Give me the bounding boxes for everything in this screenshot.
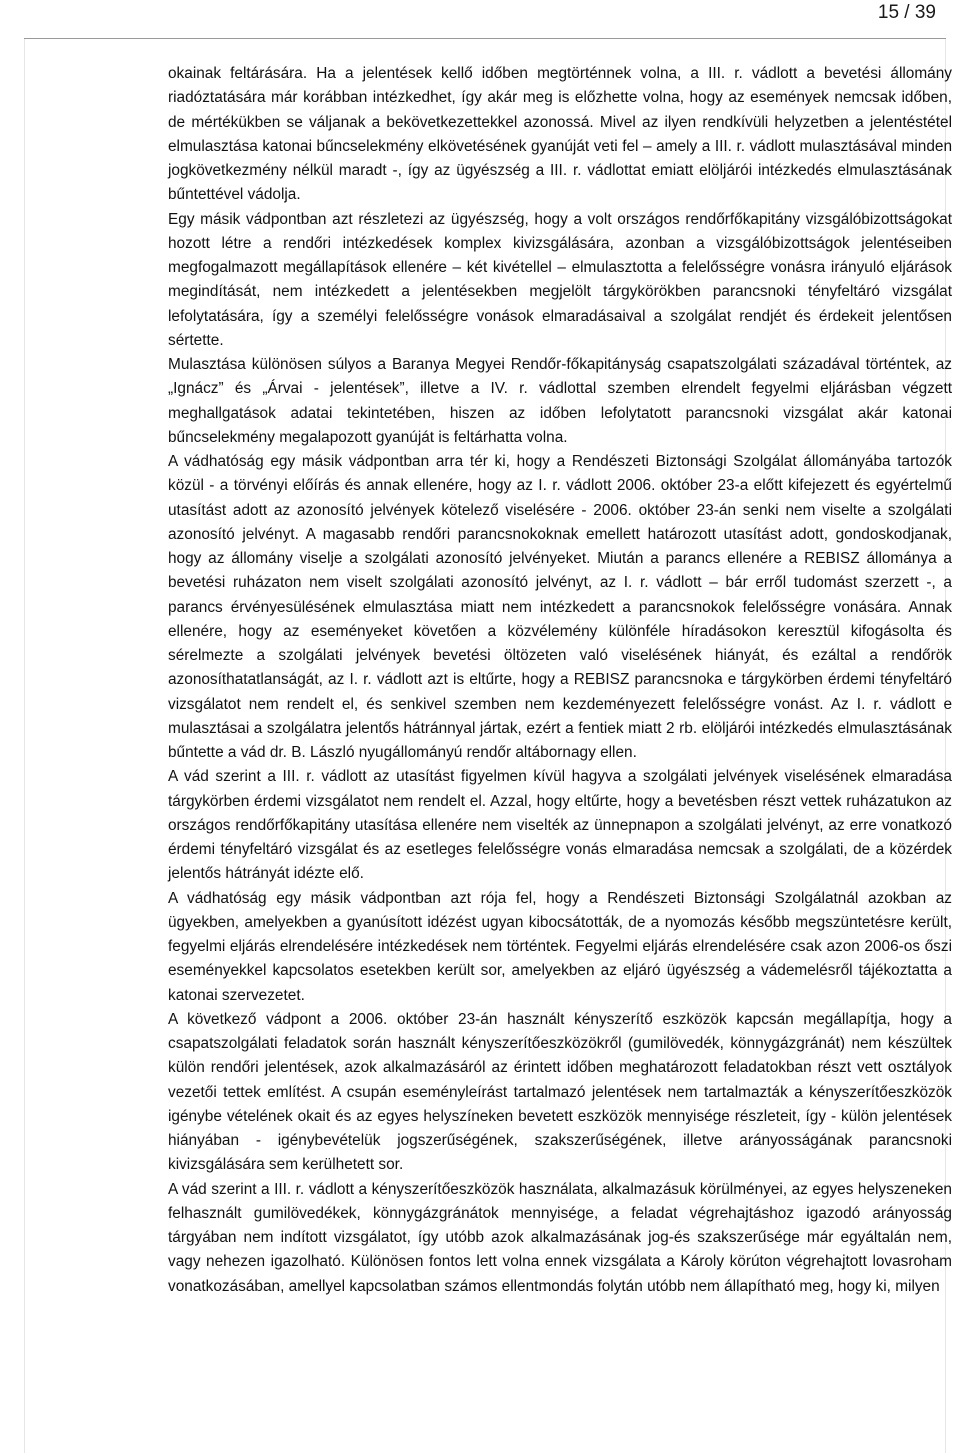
paragraph-2: Egy másik vádpontban azt részletezi az ügyészség, hogy a volt országos rendőrfőkapitány vizsgálóbizottságokat hozott létre a rendőri intézkedések komplex kivizsgálására, azonban a vizsgálóbizottságok jelentéseiben megfogalmazott megállapítások ellenére – két kivétellel – elmulasztotta a felelősségre vonásra irányuló eljárások megindítását, nem intézkedett a jelentésekben megjelölt tárgykörökben parancsnoki tényfeltáró vizsgálat lefolytatására, így a személyi felelősségre vonások elmaradásaival a szolgálat rendjét és érdekeit jelentősen sértette. [168,210,952,349]
paragraph-6: A vádhatóság egy másik vádpontban azt rója fel, hogy a Rendészeti Biztonsági Szolgálatnál azokban az ügyekben, amelyekben a gyanúsított idézést ugyan kibocsátották, de a nyomozás később megszüntetésre került, fegyelmi eljárás elrendelésére intézkedések nem történtek. Fegyelmi eljárás elrendelésére csak azon 2006-os őszi eseményekkel kapcsolatos esetekben került sor, amelyekben az eljáró ügyészség a vádemelésről tájékoztatta a katonai szervezetet. [168,889,952,1004]
paragraph-5: A vád szerint a III. r. vádlott az utasítást figyelmen kívül hagyva a szolgálati jelvények viselésének elmaradása tárgykörben érdemi vizsgálatot nem rendelt el. Azzal, hogy eltűrte, hogy a bevetésben részt vettek ruházatukon az országos rendőrfőkapitány utasítása ellenére nem viselték az ünnepnapon a szolgálati jelvényt, az erre vonatkozó érdemi tényfeltáró vizsgálat és az esetleges felelősségre vonás elmaradása nemcsak a szolgálati, de a közérdek jelentős hátrányát idézte elő. [168,768,952,883]
document-body [168,62,952,1299]
paragraph-4: A vádhatóság egy másik vádpontban arra tér ki, hogy a Rendészeti Biztonsági Szolgálat állományába tartozók közül - a törvényi előírás és annak ellenére, hogy az I. r. vádlott 2006. október 23-a előtt kifejezett és egyértelmű utasítást adott az azonosító jelvények kötelező viselésére - 2006. október 23-án senki nem viselte a szolgálati azonosító jelvényt. A magasabb rendőri parancsnokoknak emellett határozott utasítást adott, gondoskodjanak, hogy az állomány viselje a szolgálati azonosító jelvényeket. Miután a parancs ellenére a REBISZ állománya a bevetési ruházaton nem viselt szolgálati azonosító jelvényt, az I. r. vádlott – bár erről tudomást szerzett -, a parancs érvényesülésének elmulasztása miatt nem intézkedett a parancsnokok felelősségre vonására. Annak ellenére, hogy az eseményeket követően a közvélemény különféle híradásokon keresztül kifogásolta és sérelmezte a szolgálati jelvények bevetési öltözeten való viselésének hiányát, és ezáltal a rendőrök azonosíthatatlanságát, az I. r. vádlott azt is eltűrte, hogy a REBISZ parancsnoka e tárgykörben érdemi tényfeltáró vizsgálatot nem rendelt el, és senkivel szemben nem kezdeményezett felelősségre vonást. Az I. r. vádlott e mulasztásai a szolgálatra jelentős hátránnyal jártak, ezért a fentiek miatt 2 rb. elöljárói intézkedés elmulasztásának bűntette a vád dr. B. László nyugállományú rendőr altábornagy ellen. [168,453,952,761]
page-number: 15 / 39 [877,2,936,23]
header-rule [24,38,946,39]
paragraph-8: A vád szerint a III. r. vádlott a kényszerítőeszközök használata, alkalmazásuk körülményei, az egyes helyszeneken felhasznált gumilövedékek, könnygázgránátok mennyisége, a feladat végrehajtáshoz igazodó arányosság tárgyában nem indított vizsgálatot, így utóbb azok alkalmazásának jog-és szakszerűsége már egyáltalán nem, vagy nehezen igazolható. Különösen fontos lett volna ennek vizsgálata a Károly körúton végrehajtott lovasroham vonatkozásában, amellyel kapcsolatban számos ellentmondás folytán utóbb nem állapítható meg, hogy ki, milyen [168,1180,952,1295]
paragraph-1: okainak feltárására. Ha a jelentések kellő időben megtörténnek volna, a III. r. vádlott a bevetési állomány riadóztatására már korábban intézkedhet, így akár meg is előzhette volna, hogy az események nemcsak időben, de mértékükben se váljanak a bekövetkezettekkel azonossá. Mivel az ilyen rendkívüli helyzetben a jelentéstétel elmulasztása katonai bűncselekmény elkövetésének gyanúját veti fel – amely a III. r. vádlott mulasztásával minden jogkövetkezmény nélkül maradt -, így az ügyészség a III. r. vádlottat emiatt elöljárói intézkedés elmulasztásának bűntettével vádolja. [168,65,952,204]
paragraph-7: A következő vádpont a 2006. október 23-án használt kényszerítő eszközök kapcsán megállapítja, hogy a csapatszolgálati feladatok során használt kényszerítőeszközökről (gumilövedék, könnygázgránát) nem készültek külön rendőri jelentések, azok alkalmazásáról az érintett időben meghatározott feladatokban részt vett osztályok vezetői tettek említést. A csupán eseményleírást tartalmazó jelentések nem tartalmazták a kényszerítőeszközök igénybe vételének okait és az egyes helyszíneken bevetett eszközök mennyisége részleteit, így - külön jelentések hiányában - igénybevételük jogszerűségének, szakszerűségének, illetve arányosságának parancsnoki kivizsgálására sem kerülhetett sor. [168,1010,952,1174]
paragraph-3: Mulasztása különösen súlyos a Baranya Megyei Rendőr-főkapitányság csapatszolgálati századával történtek, az „Ignácz” és „Árvai - jelentések”, illetve a IV. r. vádlottal szemben elrendelt fegyelmi eljárásban végzett meghallgatások adatai tekintetében, hiszen az időben lefolytatott parancsnoki vizsgálat akár katonai bűncselekmény megalapozott gyanúját is feltárhatta volna. [168,356,952,446]
page-left-border [24,39,25,1453]
